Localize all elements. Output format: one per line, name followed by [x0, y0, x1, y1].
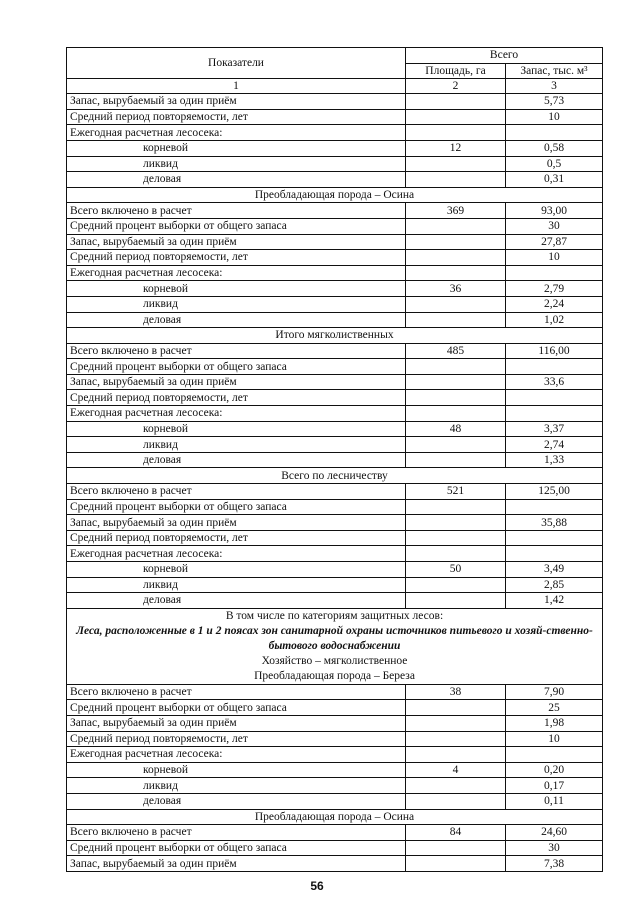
table-row: [67, 762, 603, 778]
row-label: Запас, вырубаемый за один приём: [67, 94, 406, 110]
table-row: [67, 452, 603, 468]
section-title: Преобладающая порода – Осина: [67, 187, 603, 203]
table-row: [67, 577, 603, 593]
category-block-row: [67, 608, 603, 684]
row-label: Средний период повторяемости, лет: [67, 731, 406, 747]
row-area: [406, 577, 506, 593]
row-stock: 30: [506, 840, 603, 856]
row-stock: 30: [506, 218, 603, 234]
table-row: [67, 109, 603, 125]
row-label: ликвид: [67, 577, 406, 593]
row-area: [406, 593, 506, 609]
row-stock: 0,17: [506, 778, 603, 794]
row-area: 84: [406, 825, 506, 841]
row-label: Средний процент выборки от общего запаса: [67, 359, 406, 375]
row-label: Запас, вырубаемый за один приём: [67, 715, 406, 731]
row-area: [406, 234, 506, 250]
row-stock: 125,00: [506, 484, 603, 500]
row-area: 369: [406, 203, 506, 219]
row-area: [406, 452, 506, 468]
row-label: Средний период повторяемости, лет: [67, 390, 406, 406]
row-stock: [506, 747, 603, 763]
row-stock: 10: [506, 731, 603, 747]
row-stock: 0,31: [506, 172, 603, 188]
row-stock: [506, 359, 603, 375]
section-row: [67, 187, 603, 203]
page-number: 56: [310, 879, 324, 893]
column-number-row: [67, 79, 603, 94]
row-area: [406, 778, 506, 794]
row-stock: [506, 530, 603, 546]
row-area: 485: [406, 343, 506, 359]
table-row: [67, 312, 603, 328]
row-area: 48: [406, 421, 506, 437]
category-heading: В том числе по категориям защитных лесов:: [225, 609, 444, 622]
row-stock: 2,79: [506, 281, 603, 297]
row-label: Ежегодная расчетная лесосека:: [67, 265, 406, 281]
section-row: [67, 328, 603, 344]
row-area: [406, 374, 506, 390]
row-area: 38: [406, 684, 506, 700]
row-area: [406, 499, 506, 515]
row-stock: 24,60: [506, 825, 603, 841]
row-label: Средний процент выборки от общего запаса: [67, 700, 406, 716]
row-area: [406, 109, 506, 125]
table-row: [67, 172, 603, 188]
table-row: [67, 840, 603, 856]
section-title: Итого мягколиственных: [67, 328, 603, 344]
table-row: [67, 593, 603, 609]
column-number-1: 1: [67, 79, 406, 94]
row-area: [406, 172, 506, 188]
row-label: ликвид: [67, 296, 406, 312]
row-stock: 3,49: [506, 562, 603, 578]
protective-forest-category: Леса, расположенные в 1 и 2 поясах зон санитарной охраны источников питьевого и хозяй-ственно-бытового водоснабжении: [76, 624, 593, 652]
row-label: Всего включено в расчет: [67, 343, 406, 359]
row-area: [406, 700, 506, 716]
row-stock: 7,38: [506, 856, 603, 872]
row-area: [406, 747, 506, 763]
table-row: [67, 546, 603, 562]
row-label: деловая: [67, 793, 406, 809]
row-area: [406, 296, 506, 312]
row-stock: 116,00: [506, 343, 603, 359]
section-title: Всего по лесничеству: [67, 468, 603, 484]
row-area: [406, 265, 506, 281]
category-block: [67, 608, 603, 684]
row-area: [406, 530, 506, 546]
header-total: Всего: [406, 48, 603, 64]
row-stock: 1,98: [506, 715, 603, 731]
table-row: [67, 359, 603, 375]
row-label: Ежегодная расчетная лесосека:: [67, 747, 406, 763]
row-label: Всего включено в расчет: [67, 203, 406, 219]
table-row: [67, 778, 603, 794]
header-indicators: Показатели: [67, 48, 406, 79]
table-row: [67, 374, 603, 390]
table-row: [67, 700, 603, 716]
row-label: ликвид: [67, 156, 406, 172]
row-area: [406, 793, 506, 809]
row-label: ликвид: [67, 437, 406, 453]
row-label: корневой: [67, 140, 406, 156]
row-label: Запас, вырубаемый за один приём: [67, 856, 406, 872]
table-row: [67, 94, 603, 110]
table-row: [67, 715, 603, 731]
row-area: [406, 515, 506, 531]
row-label: корневой: [67, 762, 406, 778]
table-row: [67, 515, 603, 531]
row-label: деловая: [67, 593, 406, 609]
row-stock: 33,6: [506, 374, 603, 390]
row-stock: 27,87: [506, 234, 603, 250]
table-row: [67, 747, 603, 763]
table-row: [67, 250, 603, 266]
column-number-2: 2: [406, 79, 506, 94]
row-area: [406, 125, 506, 141]
category-subheading: Хозяйство – мягколиственное: [261, 654, 408, 667]
row-area: [406, 715, 506, 731]
table-row: [67, 203, 603, 219]
row-area: [406, 437, 506, 453]
row-area: [406, 250, 506, 266]
row-area: [406, 218, 506, 234]
table-row: [67, 562, 603, 578]
table-row: [67, 406, 603, 422]
row-area: [406, 546, 506, 562]
row-area: [406, 856, 506, 872]
row-stock: 0,20: [506, 762, 603, 778]
row-label: Средний процент выборки от общего запаса: [67, 840, 406, 856]
table-row: [67, 343, 603, 359]
row-area: 36: [406, 281, 506, 297]
table-row: [67, 437, 603, 453]
table-row: [67, 265, 603, 281]
table-row: [67, 484, 603, 500]
row-stock: 2,85: [506, 577, 603, 593]
row-stock: [506, 499, 603, 515]
row-stock: 10: [506, 250, 603, 266]
table-row: [67, 499, 603, 515]
row-stock: 2,74: [506, 437, 603, 453]
row-stock: 0,5: [506, 156, 603, 172]
row-label: Средний процент выборки от общего запаса: [67, 499, 406, 515]
table-row: [67, 825, 603, 841]
row-stock: 7,90: [506, 684, 603, 700]
row-label: Средний процент выборки от общего запаса: [67, 218, 406, 234]
row-label: корневой: [67, 281, 406, 297]
row-label: Запас, вырубаемый за один приём: [67, 515, 406, 531]
row-stock: 2,24: [506, 296, 603, 312]
row-stock: 3,37: [506, 421, 603, 437]
row-stock: 35,88: [506, 515, 603, 531]
row-stock: 93,00: [506, 203, 603, 219]
table-row: [67, 218, 603, 234]
row-area: [406, 312, 506, 328]
row-area: 4: [406, 762, 506, 778]
table-row: [67, 856, 603, 872]
row-stock: 10: [506, 109, 603, 125]
header-stock: Запас, тыс. м³: [506, 63, 603, 79]
row-area: 50: [406, 562, 506, 578]
row-label: ликвид: [67, 778, 406, 794]
row-stock: 5,73: [506, 94, 603, 110]
table-row: [67, 421, 603, 437]
row-stock: 0,58: [506, 140, 603, 156]
row-label: Ежегодная расчетная лесосека:: [67, 406, 406, 422]
row-stock: [506, 265, 603, 281]
table-row: [67, 530, 603, 546]
section-row: [67, 468, 603, 484]
table-row: [67, 684, 603, 700]
row-stock: [506, 406, 603, 422]
row-label: Средний период повторяемости, лет: [67, 250, 406, 266]
row-label: Запас, вырубаемый за один приём: [67, 234, 406, 250]
table-row: [67, 296, 603, 312]
row-label: Средний период повторяемости, лет: [67, 530, 406, 546]
section-title: Преобладающая порода – Осина: [67, 809, 603, 825]
row-area: [406, 156, 506, 172]
row-stock: 1,02: [506, 312, 603, 328]
row-area: [406, 840, 506, 856]
row-stock: 0,11: [506, 793, 603, 809]
row-label: деловая: [67, 452, 406, 468]
row-label: корневой: [67, 562, 406, 578]
row-label: Запас, вырубаемый за один приём: [67, 374, 406, 390]
row-label: деловая: [67, 312, 406, 328]
row-stock: [506, 390, 603, 406]
row-label: корневой: [67, 421, 406, 437]
table-header-row: [67, 48, 603, 64]
table-row: [67, 390, 603, 406]
table-row: [67, 281, 603, 297]
row-stock: 1,42: [506, 593, 603, 609]
section-row: [67, 809, 603, 825]
row-stock: 25: [506, 700, 603, 716]
table-row: [67, 793, 603, 809]
row-label: Средний период повторяемости, лет: [67, 109, 406, 125]
header-area: Площадь, га: [406, 63, 506, 79]
table-row: [67, 156, 603, 172]
table-row: [67, 140, 603, 156]
table-row: [67, 731, 603, 747]
forest-stock-table: [66, 47, 603, 872]
category-subheading: Преобладающая порода – Береза: [254, 669, 415, 682]
row-area: [406, 406, 506, 422]
row-area: 12: [406, 140, 506, 156]
row-label: деловая: [67, 172, 406, 188]
column-number-3: 3: [506, 79, 603, 94]
row-label: Ежегодная расчетная лесосека:: [67, 546, 406, 562]
row-label: Всего включено в расчет: [67, 484, 406, 500]
row-area: [406, 359, 506, 375]
row-stock: [506, 125, 603, 141]
table-row: [67, 234, 603, 250]
table-body: [67, 94, 603, 872]
table-row: [67, 125, 603, 141]
row-label: Всего включено в расчет: [67, 825, 406, 841]
row-area: [406, 390, 506, 406]
row-stock: [506, 546, 603, 562]
row-area: [406, 94, 506, 110]
row-label: Всего включено в расчет: [67, 684, 406, 700]
row-area: 521: [406, 484, 506, 500]
row-label: Ежегодная расчетная лесосека:: [67, 125, 406, 141]
row-stock: 1,33: [506, 452, 603, 468]
row-area: [406, 731, 506, 747]
